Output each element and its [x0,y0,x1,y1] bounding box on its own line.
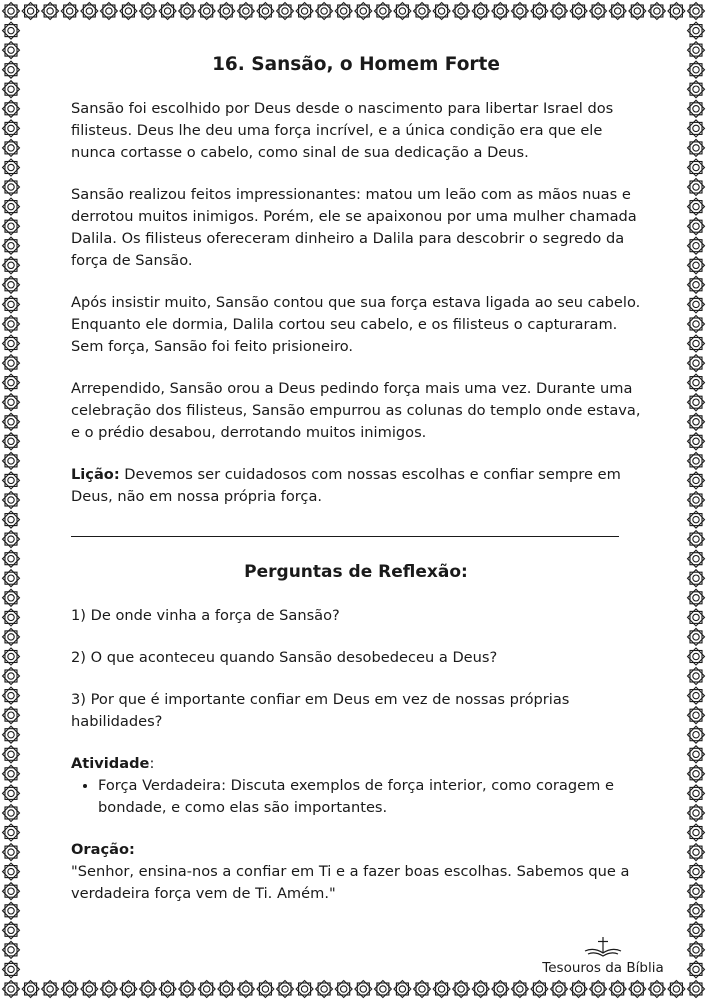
border-ornament [688,531,705,548]
border-ornament [668,981,685,998]
border-ornament [198,3,215,20]
border-ornament [3,922,20,939]
border-ornament [668,3,685,20]
border-ornament [3,707,20,724]
border-ornament [3,276,20,293]
border-ornament [688,570,705,587]
border-ornament [100,981,117,998]
border-ornament [3,492,20,509]
border-ornament [81,3,98,20]
border-ornament [394,981,411,998]
border-ornament [688,746,705,763]
border-ornament [3,100,20,117]
story-paragraph-2: Sansão realizou feitos impressionantes: matou um leão com as mãos nuas e derrotou muitos inimigos. Porém, ele se apaixonou por uma mulher chamada Dalila. Os filisteus ofereceram dinheiro a Dalila para descobrir o segredo da força de Sansão. [71,186,637,269]
border-ornament [22,3,39,20]
border-ornament [3,609,20,626]
lesson-text: Devemos ser cuidadosos com nossas escolhas e confiar sempre em Deus, não em nossa própria força. [71,466,621,505]
border-ornament [492,3,509,20]
brand-name: Tesouros da Bíblia [542,960,664,976]
border-ornament [3,413,20,430]
border-ornament [3,648,20,665]
border-ornament [3,765,20,782]
border-ornament [257,3,274,20]
border-ornament [277,981,294,998]
border-ornament [688,785,705,802]
border-ornament [688,648,705,665]
border-ornament [531,981,548,998]
border-ornament [688,413,705,430]
border-ornament [688,589,705,606]
border-ornament [688,198,705,215]
border-ornament [688,824,705,841]
border-ornament [570,981,587,998]
border-ornament [3,589,20,606]
lesson-label: Lição: [71,466,120,483]
border-ornament [688,257,705,274]
border-ornament [688,941,705,958]
border-ornament [648,3,665,20]
border-ornament [3,159,20,176]
border-ornament [609,3,626,20]
border-ornament [3,668,20,685]
border-ornament [688,316,705,333]
border-ornament [688,726,705,743]
border-ornament [688,863,705,880]
border-ornament [3,981,20,998]
border-ornament [688,668,705,685]
border-ornament [3,257,20,274]
prayer-block [71,839,641,905]
border-ornament [688,922,705,939]
border-ornament [237,981,254,998]
activity-heading [71,753,641,775]
border-ornament [3,452,20,469]
border-ornament [688,22,705,39]
border-ornament [688,394,705,411]
border-ornament [688,981,705,998]
border-ornament [277,3,294,20]
divider [71,536,619,537]
border-ornament [688,218,705,235]
border-ornament [492,981,509,998]
border-ornament [3,902,20,919]
border-ornament [3,81,20,98]
border-ornament [688,139,705,156]
border-ornament [3,472,20,489]
cross-book-icon [582,936,624,958]
border-ornament [433,981,450,998]
border-ornament [3,22,20,39]
prayer-label: Oração: [71,841,135,858]
border-ornament [316,981,333,998]
border-ornament [433,3,450,20]
border-ornament [3,726,20,743]
border-ornament [688,609,705,626]
border-ornament [100,3,117,20]
border-ornament [688,472,705,489]
border-ornament [688,452,705,469]
border-ornament [159,3,176,20]
border-ornament [3,296,20,313]
border-ornament [688,335,705,352]
story-paragraph-4: Arrependido, Sansão orou a Deus pedindo força mais uma vez. Durante uma celebração dos filisteus, Sansão empurrou as colunas do templo onde estava, e o prédio desabou, derrotando muitos inimigos. [71,380,641,441]
border-ornament [570,3,587,20]
border-ornament [472,3,489,20]
border-ornament [3,883,20,900]
border-ornament [688,707,705,724]
activity-item: • Força Verdadeira: Discuta exemplos de força interior, como coragem e bondade, e como elas são importantes. [98,775,641,819]
border-ornament [688,237,705,254]
border-ornament [688,100,705,117]
border-ornament [355,3,372,20]
border-ornament [648,981,665,998]
border-ornament [511,3,528,20]
border-ornament [3,785,20,802]
border-ornament [3,3,20,20]
border-ornament [316,3,333,20]
activity-list [71,775,641,819]
border-ornament [414,3,431,20]
border-ornament [3,218,20,235]
border-ornament [688,805,705,822]
border-ornament [61,3,78,20]
border-ornament [3,863,20,880]
border-ornament [590,981,607,998]
border-ornament [688,81,705,98]
question-3: 3) Por que é importante confiar em Deus em vez de nossas próprias habilidades? [71,691,570,730]
border-ornament [198,981,215,998]
border-ornament [472,981,489,998]
border-ornament [335,981,352,998]
border-ornament [22,981,39,998]
border-ornament [3,844,20,861]
story-paragraph-1: Sansão foi escolhido por Deus desde o nascimento para libertar Israel dos filisteus. Deus lhe deu uma força incrível, e a única condição era que ele nunca cortasse o cabelo, como sinal de sua dedicação a Deus. [71,100,614,161]
border-ornament [296,3,313,20]
border-ornament [120,981,137,998]
border-ornament [3,394,20,411]
border-ornament [688,961,705,978]
border-ornament [355,981,372,998]
border-ornament [688,883,705,900]
border-ornament [179,3,196,20]
border-ornament [688,687,705,704]
border-ornament [629,981,646,998]
border-ornament [374,3,391,20]
prayer-text: "Senhor, ensina-nos a confiar em Ti e a fazer boas escolhas. Sabemos que a verdadeira força vem de Ti. Amém." [71,863,630,902]
border-ornament [3,335,20,352]
border-ornament [551,3,568,20]
border-ornament [609,981,626,998]
border-ornament [688,511,705,528]
border-ornament [218,981,235,998]
border-ornament [3,179,20,196]
border-ornament [551,981,568,998]
border-ornament [453,981,470,998]
border-ornament [688,765,705,782]
border-ornament [688,159,705,176]
border-ornament [296,981,313,998]
border-ornament [218,3,235,20]
border-ornament [531,3,548,20]
border-ornament [688,492,705,509]
border-ornament [3,42,20,59]
border-ornament [688,61,705,78]
border-ornament [3,687,20,704]
border-ornament [374,981,391,998]
border-ornament [159,981,176,998]
border-ornament [3,805,20,822]
border-ornament [3,628,20,645]
border-ornament [120,3,137,20]
border-ornament [590,3,607,20]
lesson-paragraph [71,464,641,508]
border-ornament [3,941,20,958]
border-ornament [688,902,705,919]
story-paragraph-3: Após insistir muito, Sansão contou que sua força estava ligada ao seu cabelo. Enquanto ele dormia, Dalila cortou seu cabelo, e os filisteus o capturaram. Sem força, Sansão foi feito prisioneiro. [71,294,641,355]
border-ornament [688,120,705,137]
border-ornament [42,981,59,998]
question-1: 1) De onde vinha a força de Sansão? [71,607,340,624]
border-ornament [3,198,20,215]
brand-footer [533,936,673,976]
border-ornament [688,42,705,59]
question-2: 2) O que aconteceu quando Sansão desobedeceu a Deus? [71,649,498,666]
border-ornament [3,316,20,333]
border-ornament [688,355,705,372]
border-ornament [3,61,20,78]
border-ornament [3,120,20,137]
border-ornament [3,511,20,528]
border-ornament [140,3,157,20]
border-ornament [688,276,705,293]
border-ornament [3,824,20,841]
border-ornament [3,237,20,254]
border-ornament [3,374,20,391]
border-ornament [3,746,20,763]
border-ornament [257,981,274,998]
border-ornament [3,355,20,372]
border-ornament [688,844,705,861]
border-ornament [688,3,705,20]
page-title: 16. Sansão, o Homem Forte [212,54,500,75]
border-ornament [140,981,157,998]
border-ornament [453,3,470,20]
border-ornament [81,981,98,998]
border-ornament [511,981,528,998]
activity-label: Atividade [71,755,150,772]
story-page [71,52,641,905]
border-ornament [414,981,431,998]
reflection-heading: Perguntas de Reflexão: [244,562,468,582]
border-ornament [688,628,705,645]
border-ornament [3,531,20,548]
border-ornament [61,981,78,998]
border-ornament [3,961,20,978]
border-ornament [688,550,705,567]
border-ornament [3,550,20,567]
activity-colon: : [149,755,155,772]
border-ornament [3,139,20,156]
border-ornament [3,570,20,587]
border-ornament [335,3,352,20]
border-ornament [688,433,705,450]
border-ornament [688,296,705,313]
border-ornament [3,433,20,450]
border-ornament [42,3,59,20]
border-ornament [237,3,254,20]
border-ornament [688,374,705,391]
border-ornament [179,981,196,998]
border-ornament [688,179,705,196]
border-ornament [629,3,646,20]
border-ornament [394,3,411,20]
